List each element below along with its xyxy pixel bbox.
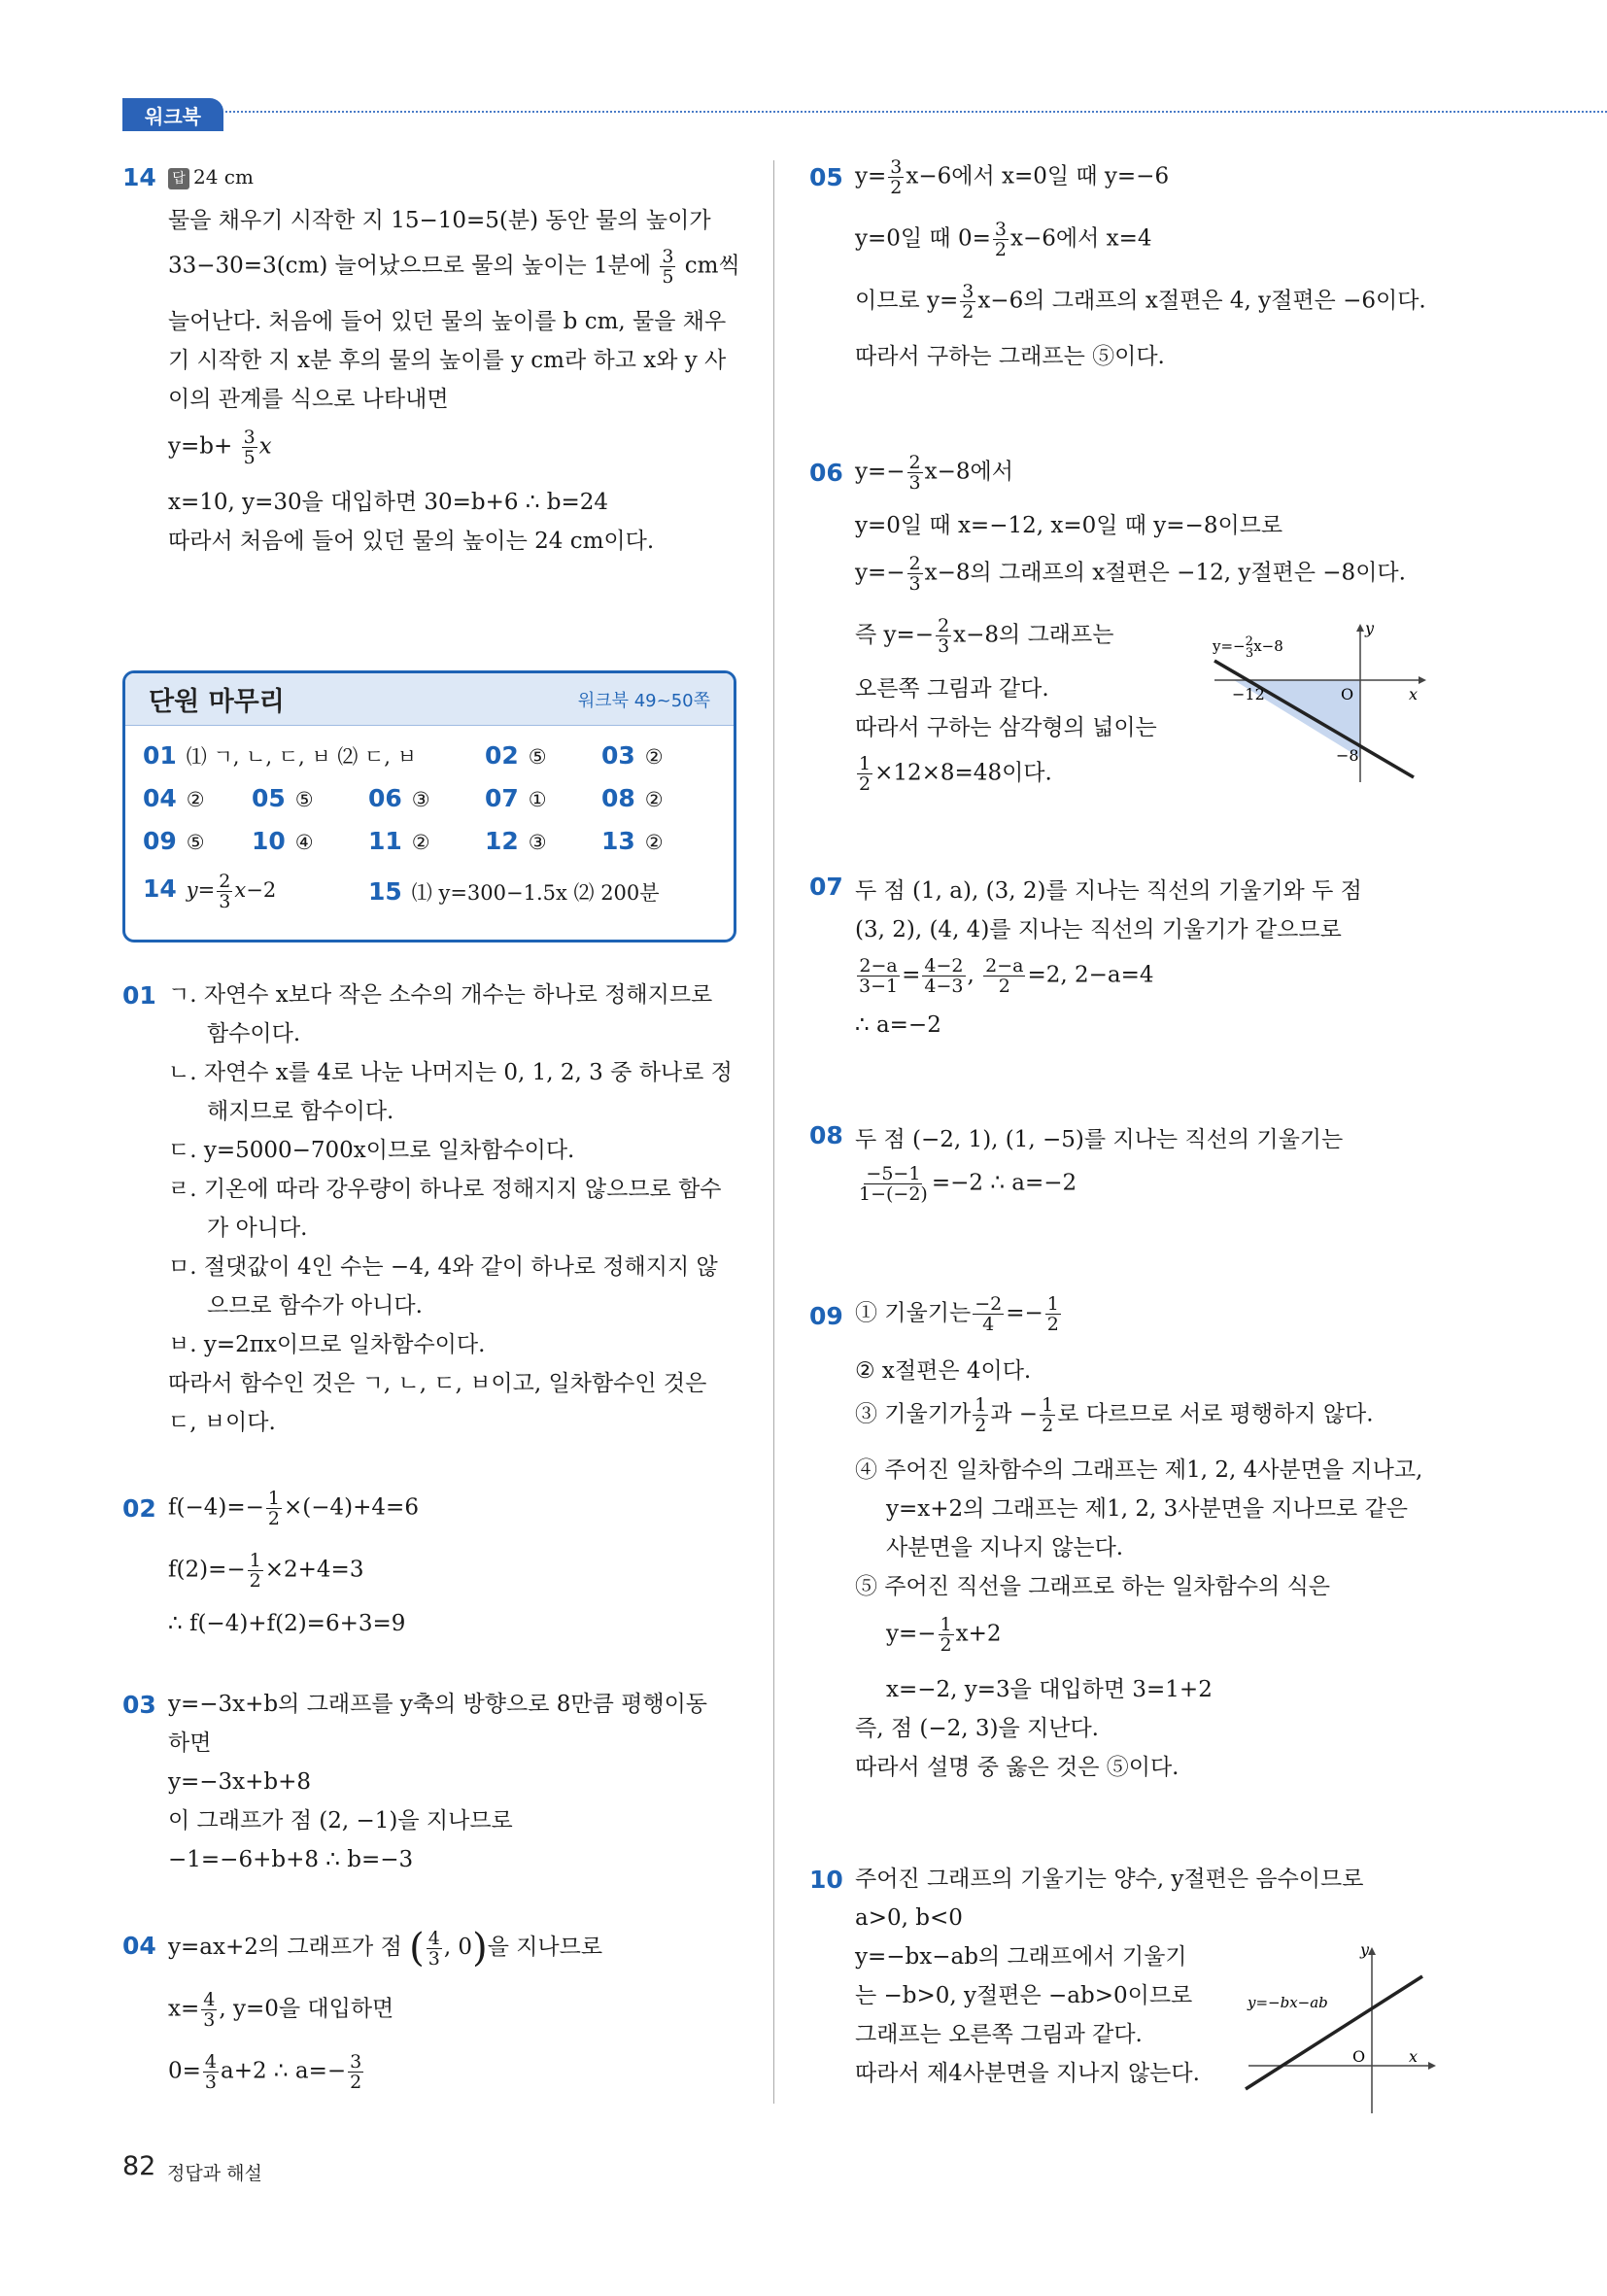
- equation-line: $\frac{-5-1}{1-(-2)}$ =−2 ∴ a=−2: [859, 1163, 1077, 1205]
- problem-number: 08: [809, 1121, 843, 1149]
- answer-icon: 답: [168, 168, 189, 189]
- solution-line: 해지므로 함수이다.: [207, 1099, 394, 1124]
- solution-line: ⑤ 주어진 직선을 그래프로 하는 일차함수의 식은: [855, 1574, 1331, 1599]
- problem-number: 01: [122, 981, 156, 1010]
- fraction: $\frac{3}{2}$: [890, 156, 903, 198]
- origin-label: O: [1341, 685, 1354, 703]
- y-axis-arrow: [1368, 1947, 1376, 1955]
- solution-line: a>0, b<0: [855, 1905, 963, 1931]
- solution-block: [168, 976, 733, 1442]
- solution-line: ㄱ. 자연수 x보다 작은 소수의 개수는 하나로 정해지므로: [168, 982, 713, 1008]
- solution-line: 따라서 제4사분면을 지나지 않는다.: [855, 2061, 1200, 2086]
- problem-number: 05: [809, 163, 843, 191]
- review-title: 단원 마무리: [149, 687, 285, 717]
- solution-line: ㄹ. 기온에 따라 강우량이 하나로 정해지지 않으므로 함수: [168, 1177, 722, 1202]
- fraction: $\frac{1}{2}$: [267, 1488, 281, 1529]
- column-divider: [773, 160, 774, 2104]
- fraction: $\frac{3}{2}$: [994, 219, 1007, 260]
- graph-equation: y=−2 3x−8: [1213, 634, 1283, 661]
- solution-line: 기 시작한 지 x분 후의 물의 높이를 y cm라 하고 x와 y 사: [168, 348, 727, 373]
- solution-line: ② x절편은 4이다.: [855, 1358, 1032, 1384]
- x-axis-arrow: [1428, 2062, 1436, 2070]
- review-answer: 11 ②: [368, 827, 430, 855]
- solution-line: 물을 채우기 시작한 지 15−10=5(분) 동안 물의 높이가: [168, 208, 711, 233]
- review-answer: 13 ②: [601, 827, 664, 855]
- y-axis-label: y: [1360, 1943, 1370, 1959]
- x-axis-label: x: [1409, 2047, 1419, 2066]
- solution-line: 가 아니다.: [207, 1216, 308, 1241]
- graph-triangle: [1205, 622, 1428, 787]
- problem-number: 04: [122, 1932, 156, 1960]
- answer-line: [168, 165, 254, 189]
- graph-line-10: [1244, 1943, 1438, 2118]
- solution-line: 따라서 처음에 들어 있던 물의 높이는 24 cm이다.: [168, 529, 655, 554]
- fraction: $\frac{2}{3}$: [908, 452, 921, 494]
- equation-line: y=− $\frac{2}{3}$ x−8의 그래프의 x절편은 −12, y절편은 −8이다.: [855, 553, 1406, 595]
- fraction: $\frac{1}{2}$: [974, 1394, 987, 1436]
- review-answer: 03 ②: [601, 741, 664, 770]
- solution-line: ㅂ. y=2πx이므로 일차함수이다.: [168, 1332, 486, 1357]
- solution-line: 따라서 함수인 것은 ㄱ, ㄴ, ㄷ, ㅂ이고, 일차함수인 것은: [168, 1371, 707, 1396]
- problem-number: 07: [809, 873, 843, 901]
- solution-line: 함수이다.: [207, 1021, 301, 1046]
- page-number: 82: [122, 2151, 156, 2181]
- solution-line: 하면: [168, 1731, 212, 1756]
- problem-number: 03: [122, 1691, 156, 1719]
- review-answer: 12 ③: [485, 827, 547, 855]
- solution-line: 으므로 함수가 아니다.: [207, 1293, 423, 1319]
- solution-line: y=0일 때 x=−12, x=0일 때 y=−8이므로: [855, 513, 1283, 538]
- solution-line: 주어진 그래프의 기울기는 양수, y절편은 음수이므로: [855, 1867, 1364, 1892]
- equation-line: y=0일 때 0= $\frac{3}{2}$ x−6에서 x=4: [855, 219, 1152, 260]
- review-header: [125, 673, 734, 726]
- equation-line: ③ 기울기가 $\frac{1}{2}$ 과 − $\frac{1}{2}$ 로 다르므로 서로 평행하지 않다.: [855, 1394, 1374, 1436]
- fraction: $\frac{1}{2}$: [940, 1614, 952, 1656]
- graph-equation: y=−bx−ab: [1248, 1994, 1328, 2011]
- answer-value: 24 cm: [193, 165, 254, 188]
- header-divider: [225, 111, 1607, 113]
- solution-line: ④ 주어진 일차함수의 그래프는 제1, 2, 4사분면을 지나고,: [855, 1457, 1423, 1483]
- y-intercept-label: −8: [1336, 746, 1359, 765]
- review-answer: 15 ⑴ y=300−1.5x ⑵ 200분: [368, 877, 660, 906]
- solution-line: y=−bx−ab의 그래프에서 기울기: [855, 1944, 1187, 1970]
- equation-line: f(2)=− $\frac{1}{2}$ ×2+4=3: [168, 1550, 364, 1592]
- problem-number: 02: [122, 1494, 156, 1523]
- equation-line: y=− $\frac{1}{2}$ x+2: [886, 1614, 1002, 1656]
- problem-number: 14: [122, 163, 156, 191]
- review-answer: 04 ②: [143, 784, 205, 812]
- solution-line: ㄷ, ㅂ이다.: [168, 1410, 276, 1435]
- solution-line: 따라서 구하는 삼각형의 넓이는: [855, 715, 1157, 740]
- review-answer: 01 ⑴ ㄱ, ㄴ, ㄷ, ㅂ ⑵ ㄷ, ㅂ: [143, 741, 417, 770]
- equation-line: $\frac{2-a}{3-1}$ = $\frac{4-2}{4-3}$ , $\frac{2-a}{2}$ =2, 2−a=4: [859, 955, 1154, 997]
- solution-line: ㅁ. 절댓값이 4인 수는 −4, 4와 같이 하나로 정해지지 않: [168, 1254, 718, 1280]
- problem-number: 10: [809, 1866, 843, 1894]
- fraction: $\frac{3}{2}$: [350, 2051, 362, 2093]
- solution-line: 는 −b>0, y절편은 −ab>0이므로: [855, 1983, 1193, 2008]
- x-axis-label: x: [1409, 685, 1419, 703]
- solution-line: y=−3x+b+8: [168, 1769, 312, 1795]
- equation-line: $\frac{1}{2}$ ×12×8=48이다.: [859, 753, 1052, 795]
- review-page-ref: 워크북 49~50쪽: [577, 690, 710, 711]
- fraction: $\frac{2}{3}$: [219, 871, 231, 912]
- equation-line: y= $\frac{3}{2}$ x−6에서 x=0일 때 y=−6: [855, 156, 1170, 198]
- equation-line: y=b+ $\frac{3}{5}$ x: [168, 427, 272, 468]
- equation-line: y=ax+2의 그래프가 점 ( $\frac{4}{3}$ , 0)을 지나므로: [168, 1926, 603, 1970]
- solution-line: x=10, y=30을 대입하면 30=b+6 ∴ b=24: [168, 490, 609, 515]
- solution-line: y=−3x+b의 그래프를 y축의 방향으로 8만큼 평행이동: [168, 1692, 708, 1717]
- solution-line: 이의 관계를 식으로 나타내면: [168, 387, 449, 412]
- fraction: $\frac{2}{3}$: [938, 615, 950, 657]
- fraction: $\frac{3}{5}$: [662, 246, 674, 288]
- review-answer: 06 ③: [368, 784, 430, 812]
- equation-line: ① 기울기는 $\frac{-2}{4}$ =− $\frac{1}{2}$: [855, 1293, 1059, 1335]
- solution-line: 늘어난다. 처음에 들어 있던 물의 높이를 b cm, 물을 채우: [168, 309, 727, 334]
- fraction: $\frac{4}{3}$: [203, 1989, 216, 2031]
- solution-line: 따라서 구하는 그래프는 ⑤이다.: [855, 344, 1165, 369]
- graph-line: [1214, 661, 1414, 777]
- solution-line: 사분면을 지나지 않는다.: [886, 1535, 1124, 1560]
- x-intercept-label: −12: [1232, 685, 1265, 703]
- solution-line: ㄷ. y=5000−700x이므로 일차함수이다.: [168, 1138, 575, 1163]
- fraction: $\frac{1}{2}$: [1042, 1394, 1054, 1436]
- solution-line: 그래프는 오른쪽 그림과 같다.: [855, 2022, 1143, 2047]
- review-answer: 05 ⑤: [252, 784, 314, 812]
- solution-line: 두 점 (1, a), (3, 2)를 지나는 직선의 기울기와 두 점: [855, 878, 1362, 904]
- solution-line: y=x+2의 그래프는 제1, 2, 3사분면을 지나므로 같은: [886, 1496, 1409, 1522]
- solution-line: ㄴ. 자연수 x를 4로 나눈 나머지는 0, 1, 2, 3 중 하나로 정: [168, 1060, 733, 1085]
- fraction: $\frac{1}{2}$: [249, 1550, 261, 1592]
- y-axis-arrow: [1356, 624, 1364, 632]
- equation-line: y=− $\frac{2}{3}$ x−8에서: [855, 452, 1013, 494]
- review-answer: 14 y= $\frac{2}{3}$ x−2: [143, 871, 277, 912]
- origin-label: O: [1352, 2047, 1366, 2066]
- solution-line: x=−2, y=3을 대입하면 3=1+2: [886, 1677, 1213, 1702]
- fraction: $\frac{1}{2}$: [1046, 1293, 1059, 1335]
- review-answer: 09 ⑤: [143, 827, 205, 855]
- fraction: $\frac{2}{3}$: [908, 553, 921, 595]
- problem-number: 06: [809, 459, 843, 487]
- fraction: $\frac{1}{2}$: [859, 753, 872, 795]
- review-answer: 10 ④: [252, 827, 314, 855]
- unit-review-box: [122, 670, 736, 942]
- solution-line: 따라서 설명 중 옳은 것은 ⑤이다.: [855, 1755, 1180, 1780]
- fraction: $\frac{-5-1}{1-(-2)}$: [859, 1163, 928, 1205]
- fraction: $\frac{4}{3}$: [204, 2051, 217, 2093]
- fraction: $\frac{4-2}{4-3}$: [924, 955, 964, 997]
- problem-number: 09: [809, 1302, 843, 1330]
- solution-line: (3, 2), (4, 4)를 지나는 직선의 기울기가 같으므로: [855, 917, 1342, 942]
- equation-line: f(−4)=− $\frac{1}{2}$ ×(−4)+4=6: [168, 1488, 419, 1529]
- fraction: $\frac{4}{3}$: [427, 1927, 440, 1970]
- fraction: $\frac{2-a}{2}$: [985, 955, 1024, 997]
- footer-label: 정답과 해설: [167, 2163, 262, 2184]
- x-axis-arrow: [1419, 676, 1426, 684]
- equation-line: x= $\frac{4}{3}$ , y=0을 대입하면: [168, 1989, 394, 2031]
- equation-line: ∴ f(−4)+f(2)=6+3=9: [168, 1611, 406, 1636]
- equation-line: 이므로 y= $\frac{3}{2}$ x−6의 그래프의 x절편은 4, y절편은 −6이다.: [855, 281, 1426, 323]
- equation-line: 0= $\frac{4}{3}$ a+2 ∴ a=− $\frac{3}{2}$: [168, 2051, 362, 2093]
- workbook-tag: 워크북: [122, 98, 223, 131]
- review-answer: 02 ⑤: [485, 741, 547, 770]
- solution-line: 오른쪽 그림과 같다.: [855, 676, 1049, 702]
- solution-line: 33−30=3(cm) 늘어났으므로 물의 높이는 1분에 $\frac{3}{5}$ cm씩: [168, 246, 740, 288]
- fraction: $\frac{3}{5}$: [243, 427, 256, 468]
- equation-line: 즉 y=− $\frac{2}{3}$ x−8의 그래프는: [855, 615, 1114, 657]
- solution-line: 두 점 (−2, 1), (1, −5)를 지나는 직선의 기울기는: [855, 1127, 1344, 1152]
- solution-line: ∴ a=−2: [855, 1012, 941, 1038]
- solution-block: [168, 1685, 707, 1879]
- fraction: $\frac{2-a}{3-1}$: [859, 955, 899, 997]
- solution-line: 즉, 점 (−2, 3)을 지난다.: [855, 1716, 1099, 1741]
- review-answer: 07 ①: [485, 784, 547, 812]
- fraction: $\frac{3}{2}$: [962, 281, 974, 323]
- y-axis-label: y: [1365, 622, 1375, 637]
- solution-line: −1=−6+b+8 ∴ b=−3: [168, 1847, 414, 1872]
- fraction: $\frac{-2}{4}$: [974, 1293, 1003, 1335]
- solution-line: 이 그래프가 점 (2, −1)을 지나므로: [168, 1808, 513, 1833]
- review-answer: 08 ②: [601, 784, 664, 812]
